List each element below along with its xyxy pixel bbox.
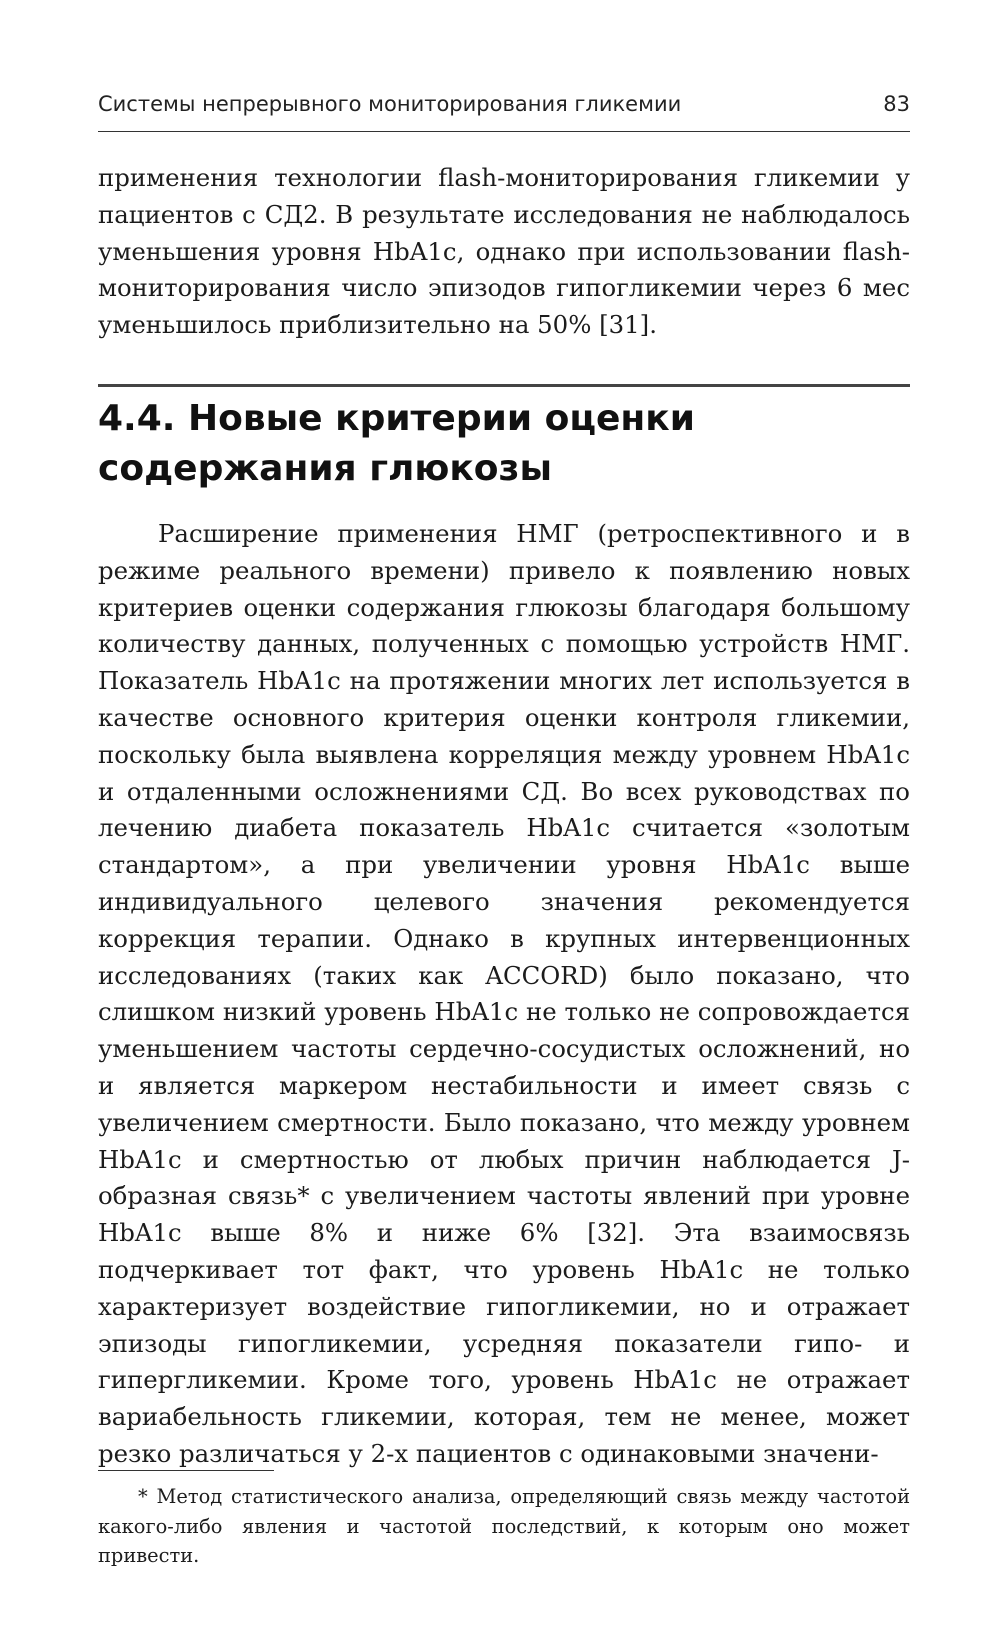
page-number: 83 xyxy=(883,92,910,116)
section-paragraph: Расширение применения НМГ (ретроспективного и в режиме реального времени) привело к появлению новых критериев оценки содержания глюкозы благодаря большому количеству данных, полученных с помощью устройств НМГ. Показатель HbA1c на протяжении многих лет используется в качестве основного критерия оценки контроля гликемии, поскольку была выявлена корреляция между уровнем HbA1c и отдаленными осложнениями СД. Во всех руководствах по лечению диабета показатель HbA1c считается «золотым стандартом», а при увеличении уровня HbA1c выше индивидуального целевого значения рекомендуется коррекция терапии. Однако в крупных интервенционных исследованиях (таких как ACCORD) было показано, что слишком низкий уровень HbA1c не только не сопровождается уменьшением частоты сердечно-сосудистых осложнений, но и является маркером нестабильности и имеет связь с увеличением смертности. Было показано, что между уровнем HbA1c и смертностью от любых причин наблюдается J-образная связь* с увеличением частоты явлений при уровне HbA1c выше 8% и ниже 6% [32]. Эта взаимосвязь подчеркивает тот факт, что уровень HbA1c не только характеризует воздействие гипогликемии, но и отражает эпизоды гипогликемии, усредняя показатели гипо- и гипергликемии. Кроме того, уровень HbA1c не отражает вариабельность гликемии, которая, тем не менее, может резко различаться у 2-х пациентов с одинаковыми значени- xyxy=(98,519,910,1468)
running-header xyxy=(98,92,910,126)
running-header-title: Системы непрерывного мониторирования гликемии xyxy=(98,92,682,116)
intro-paragraph: применения технологии flash-мониторирования гликемии у пациентов с СД2. В результате исследования не наблюдалось уменьшения уровня HbA1c, однако при использовании flash-мониторирования число эпизодов гипогликемии через 6 мес уменьшилось приблизительно на 50% [31]. xyxy=(98,163,910,340)
section-divider xyxy=(98,384,910,387)
footnote: * Метод статистического анализа, определяющий связь между частотой какого-либо явления и частотой последствий, к которым оно может привести. xyxy=(98,1485,910,1567)
header-divider xyxy=(98,131,910,132)
section-heading: 4.4. Новые критерии оценки содержания глюкозы xyxy=(98,398,695,489)
footnote-divider xyxy=(98,1470,274,1471)
